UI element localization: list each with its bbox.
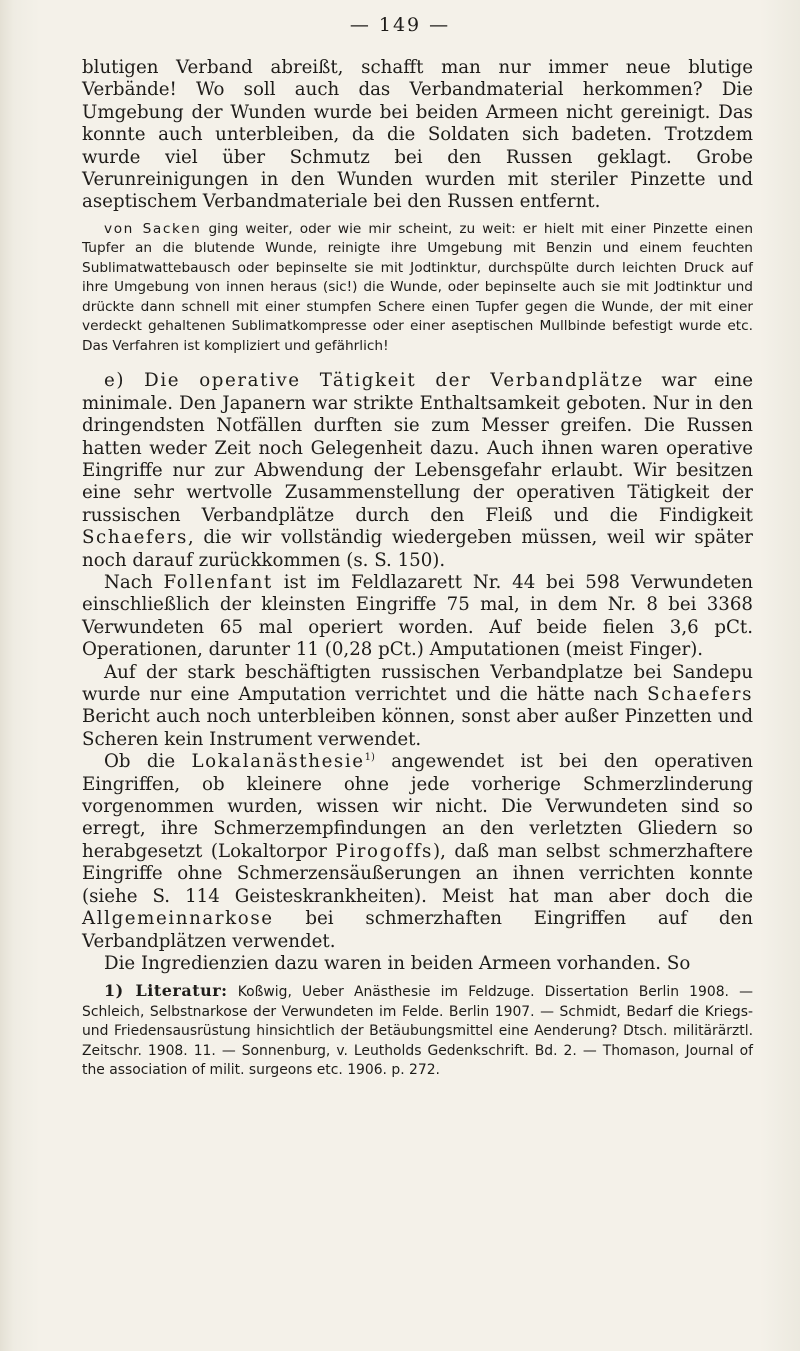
paragraph-ingredients: Die Ingredienzien dazu waren in beiden Armeen vorhanden. So	[104, 952, 691, 974]
footnote-label: 1) Literatur:	[104, 981, 228, 1001]
p3-text-b: ist im Feldlazarett Nr. 44 bei 598 Verwundeten einschließlich der kleinsten Eingriffe 75 mal, in dem Nr. 8 bei 3368 Verwundeten 65 mal operiert worden. Auf beide fielen 3,6 pCt. Operationen, darunter 11 (0,28 pCt.) Amputationen (meist Finger).	[82, 572, 753, 661]
body-text	[82, 57, 753, 1081]
p5-text-d: bei schmerzhaften Eingriffen auf den Verbandplätzen verwendet.	[82, 908, 753, 952]
page-number: — 149 —	[349, 14, 451, 36]
author-name-follenfant: Follenfant	[163, 572, 273, 593]
paragraph-sandepu	[82, 662, 753, 752]
section-text-b: , die wir vollständig wiedergeben müssen, weil wir später noch darauf zurückkommen (s. S. 150).	[82, 527, 753, 571]
small-print-text: ging weiter, oder wie mir scheint, zu weit: er hielt mit einer Pinzette einen Tupfer an die blutende Wunde, reinigte ihre Umgebung mit Benzin und einem feuchten Sublimatwattebausch oder bepinselte sie mit Jodtinktur, durchspülte durch leichten Druck auf ihre Umgebung von innen heraus (sic!) die Wunde, oder bepinselte auch sie mit Jodtinktur und drückte dann schnell mit einer stumpfen Schere einen Tupfer gegen die Wunde, der mit einer verdeckt gehaltenen Sublimatkompresse oder einer aseptischen Mullbinde befestigt wurde etc. Das Verfahren ist kompliziert und gefährlich!	[82, 220, 754, 354]
p5-text-a: Ob die	[104, 751, 192, 773]
author-name-schaefers: Schaefers	[82, 527, 188, 549]
footnote-text: Koßwig, Ueber Anästhesie im Feldzuge. Dissertation Berlin 1908. — Schleich, Selbstnarkose der Verwundeten im Felde. Berlin 1907. — Schmidt, Bedarf die Kriegs- und Friedensausrüstung hinsichtlich der Betäubungsmittel eine Aenderung? Dtsch. militärärztl. Zeitschr. 1908. 11. — Sonnenburg, v. Leutholds Gedenkschrift. Bd. 2. — Thomason, Journal of the association of milit. surgeons etc. 1906. p. 272.	[82, 984, 753, 1079]
section-e	[82, 370, 753, 572]
section-heading: e) Die operative Tätigkeit der Verbandplätze	[104, 370, 644, 392]
p5-text-c: ), daß man selbst schmerzhaftere Eingriffe ohne Schmerzensäußerungen an ihnen verrichten konnte (siehe S. 114 Geisteskrankheiten). Meist hat man aber doch die	[82, 840, 753, 907]
p5-text-b: angewendet ist bei den operativen Eingriffen, ob kleinere ohne jede vorherige Schmerzlinderung vorgenommen wurden, wissen wir nicht. Die Verwundeten sind so erregt, ihre Schmerzempfindungen an den verletzten Gliedern so herabgesetzt (Lokaltorpor	[82, 751, 754, 862]
p3-text-a: Nach	[104, 572, 164, 593]
term-lokalanaesthesie: Lokalanästhesie	[191, 751, 365, 773]
p4-text-b: Bericht auch noch unterbleiben können, sonst aber außer Pinzetten und Scheren kein Instrument verwendet.	[82, 706, 753, 750]
footnote-marker: 1)	[364, 752, 375, 764]
author-name-schaefers-2: Schaefers	[647, 684, 753, 706]
paragraph-anesthesia	[82, 751, 753, 953]
p4-text-a: Auf der stark beschäftigten russischen Verbandplatze bei Sandepu wurde nur eine Amputation verrichtet und die hätte nach	[82, 661, 753, 706]
section-text-a: war eine minimale. Den Japanern war strikte Enthaltsamkeit geboten. Nur in den dringendsten Notfällen durften sie zum Messer greifen. Die Russen hatten weder Zeit noch Gelegenheit dazu. Auch ihnen waren operative Eingriffe nur zur Abwendung der Lebensgefahr erlaubt. Wir besitzen eine sehr wertvolle Zusammenstellung der operativen Tätigkeit der russischen Verbandplätze durch den Fleiß und die Findigkeit	[82, 370, 753, 526]
author-name-sacken: von Sacken	[104, 220, 202, 237]
paragraph-small-print	[82, 220, 753, 357]
paragraph-1: blutigen Verband abreißt, schafft man nur immer neue blutige Verbände! Wo soll auch das Verbandmaterial herkommen? Die Umgebung der Wunden wurde bei beiden Armeen nicht gereinigt. Das konnte auch unterbleiben, da die Soldaten sich badeten. Trotzdem wurde viel über Schmutz bei den Russen geklagt. Grobe Verunreinigungen in den Wunden wurden mit steriler Pinzette und aseptischem Verbandmateriale bei den Russen entfernt.	[82, 57, 753, 213]
author-name-pirogoff: Pirogoffs	[335, 840, 433, 862]
term-allgemeinnarkose: Allgemeinnarkose	[82, 908, 274, 930]
footnote	[82, 981, 753, 1081]
paragraph-follenfant	[82, 572, 753, 662]
